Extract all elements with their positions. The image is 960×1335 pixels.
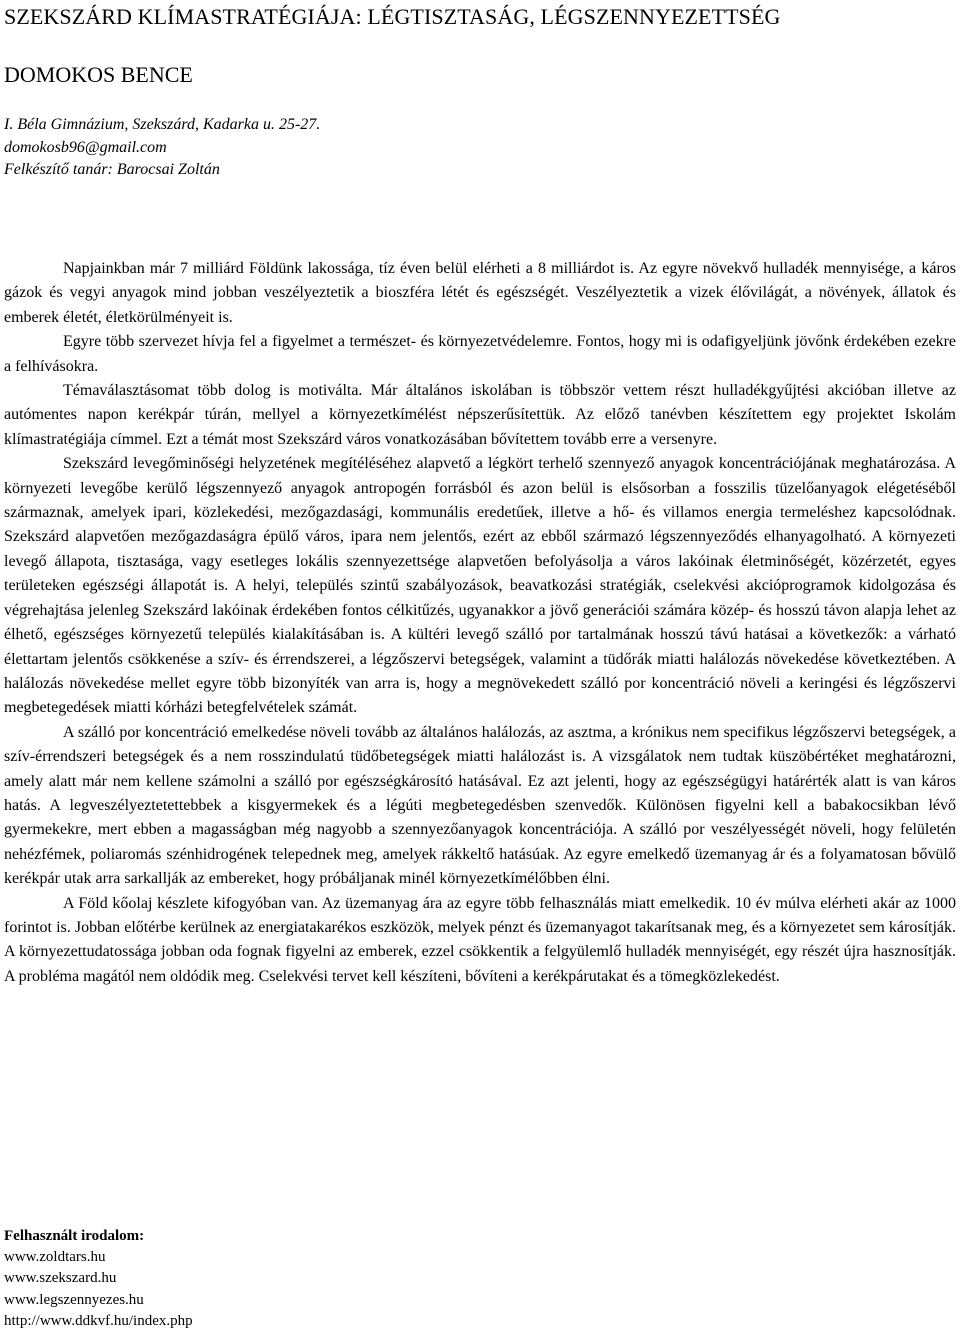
paragraph: Szekszárd levegőminőségi helyzetének megítéléséhez alapvető a légkört terhelő szennyező anyagok koncentrációjának meghatározása. A környezeti levegőbe kerülő légszennyező anyagok antropogén forrásból és azon belül is elsősorban a fosszilis tüzelőanyagok elégetéséből származnak, amelyek ipari, közlekedési, mezőgazdasági, kommunális eredetűek, illetve a hő- és villamos energia termeléshez kapcsolódnak. Szekszárd alapvetően mezőgazdaságra épülő város, ipara nem jelentős, ezért az ebből származó légszennyeződés elhanyagolható. A környezeti levegő állapota, tisztasága, vagy esetleges lokális szennyezettsége alapvetően befolyásolja a város lakóinak életminőségét, közérzetét, egyes területeken egészségi állapotát is. A helyi, település szintű szabályozások, beavatkozási stratégiák, cselekvési akcióprogramok kidolgozása és végrehajtása jelenleg Szekszárd lakóinak érdekében fontos célkitűzés, ugyanakkor a jövő generációi számára közép- és hosszú távon alapja lehet az élhető, egészséges környezetű település kialakításában is. A kültéri levegő szálló por tartalmának hosszú távú hatásai a következők: a várható élettartam jelentős csökkenése a szív- és érrendszerei, a légzőszervi betegségek, valamint a tüdőrák miatti halálozás növekedése következtében. A halálozás növekedése mellet egyre több bizonyíték van arra is, hogy a megnövekedett szálló por koncentráció növeli a keringési és légzőszervi megbetegedések miatti kórházi betegfelvételek számát. [4,455,956,717]
paragraph: A szálló por koncentráció emelkedése növeli tovább az általános halálozás, az asztma, a krónikus nem specifikus légzőszervi betegségek, a szív-érrendszeri betegségek és a nem rosszindulatú tüdőbetegségek miatti halálozást is. A vizsgálatok nem tudtak küszöbértéket meghatározni, amely alatt már nem kellene számolni a szálló por egészségkárosító hatásával. Ez azt jelenti, hogy az egészségügyi határérték alatt is van káros hatás. A legveszélyeztetettebbek a kisgyermekek és a légúti megbetegedésben szenvedők. Különösen figyelni kell a babakocsikban lévő gyermekekre, mert ebben a magasságban még nagyobb a szennyezőanyagok koncentrációja. A szálló por veszélyességét növeli, hogy felületén nehézfémek, poliaromás szénhidrogének telepednek meg, amelyek rákkeltő hatásúak. Az egyre emelkedő üzemanyag ár és a folyamatosan bővülő kerékpár utak arra sarkallják az embereket, hogy próbáljanak minél környezetkímélőbben élni. [4,723,956,888]
reference-link[interactable]: http://www.ddkvf.hu/index.php [4,1312,193,1329]
school-address: I. Béla Gimnázium, Szekszárd, Kadarka u. 25-27. [4,116,321,133]
reference-link[interactable]: www.zoldtars.hu [4,1249,106,1266]
affiliation-block [4,114,320,182]
body-text [4,257,956,989]
supervisor: Felkészítő tanár: Barocsai Zoltán [4,161,220,178]
paragraph: A Föld kőolaj készlete kifogyóban van. Az üzemanyag ára az egyre több felhasználás miatt emelkedik. 10 év múlva elérheti akár az 1000 forintot is. Jobban előtérbe kerülnek az energiatakarékos eszközök, melyek pénzt és üzemanyagot takarítsanak meg, és a környezetet sem károsítják. A környezettudatossága jobban oda fognak figyelni az emberek, ezzel csökkentik a felgyülemlő hulladék mennyiségét, egy részét újra hasznosítják. A probléma magától nem oldódik meg. Cselekvési tervet kell készíteni, bővíteni a kerékpárutakat és a tömegközlekedést. [4,894,956,985]
author-name: DOMOKOS BENCE [4,62,193,87]
paragraph: Napjainkban már 7 milliárd Földünk lakossága, tíz éven belül elérheti a 8 milliárdot is. Az egyre növekvő hulladék mennyisége, a káros gázok és vegyi anyagok mind jobban veszélyeztetik a bioszféra létét és egészségét. Veszélyeztetik a vizek élővilágát, a növények, állatok és emberek életét, életkörülményeit is. [4,260,956,326]
document-title: SZEKSZÁRD KLÍMASTRATÉGIÁJA: LÉGTISZTASÁG, LÉGSZENNYEZETTSÉG [4,4,781,29]
references-title: Felhasznált irodalom: [4,1228,145,1244]
references-section [4,1226,193,1332]
reference-link[interactable]: www.szekszard.hu [4,1270,117,1287]
paragraph: Témaválasztásomat több dolog is motiválta. Már általános iskolában is többször vettem részt hulladékgyűjtési akcióban illetve az autómentes napon kerékpár túrán, mellyel a környezetkímélést népszerűsítettük. Az előző tanévben készítettem egy projektet Iskolám klímastratégiája címmel. Ezt a témát most Szekszárd város vonatkozásában bővítettem tovább erre a versenyre. [4,382,956,448]
author-email: domokosb96@gmail.com [4,138,167,156]
paragraph: Egyre több szervezet hívja fel a figyelmet a természet- és környezetvédelemre. Fontos, hogy mi is odafigyeljünk jövőnk érdekében ezekre a felhívásokra. [4,333,956,375]
reference-link[interactable]: www.legszennyezes.hu [4,1291,144,1308]
